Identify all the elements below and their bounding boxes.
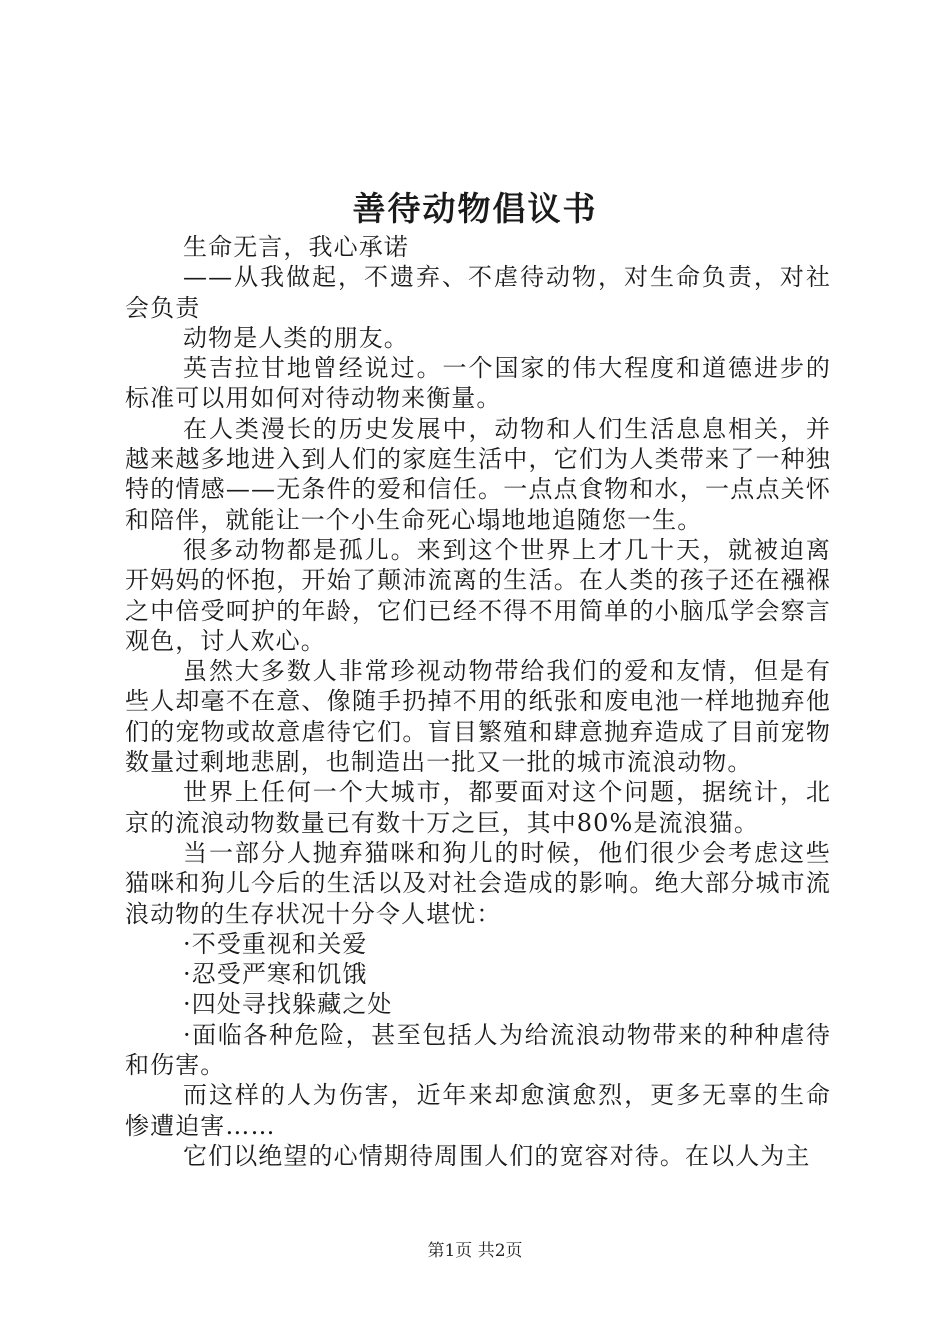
paragraph: 生命无言，我心承诺	[183, 233, 409, 261]
bullet-item: ·不受重视和关爱	[183, 929, 368, 958]
document-body	[125, 232, 831, 1171]
document-title: 善待动物倡议书	[352, 189, 598, 228]
paragraph: ——从我做起，不遗弃、不虐待动物，对生命负责，对社会负责	[125, 263, 831, 322]
bullet-item: ·忍受严寒和饥饿	[183, 960, 368, 989]
paragraph: 世界上任何一个大城市，都要面对这个问题，据统计，北京的流浪动物数量已有数十万之巨，其中80%是流浪猫。	[125, 778, 831, 837]
paragraph: 虽然大多数人非常珍视动物带给我们的爱和友情，但是有些人却毫不在意、像随手扔掉不用的纸张和废电池一样地抛弃他们的宠物或故意虐待它们。盲目繁殖和肆意抛弃造成了目前宠物数量过剩地悲剧，也制造出一批又一批的城市流浪动物。	[125, 657, 831, 777]
page-footer: 第1页 共2页	[427, 1241, 523, 1261]
paragraph: 很多动物都是孤儿。来到这个世界上才几十天，就被迫离开妈妈的怀抱，开始了颠沛流离的生活。在人类的孩子还在襁褓之中倍受呵护的年龄，它们已经不得不用简单的小脑瓜学会察言观色，讨人欢心。	[125, 535, 831, 655]
paragraph: 它们以绝望的心情期待周围人们的宽容对待。在以人为主	[183, 1141, 811, 1170]
bullet-item: ·面临各种危险，甚至包括人为给流浪动物带来的种种虐待和伤害。	[125, 1020, 831, 1080]
paragraph: 在人类漫长的历史发展中，动物和人们生活息息相关，并越来越多地进入到人们的家庭生活中，它们为人类带来了一种独特的情感——无条件的爱和信任。一点点食物和水，一点点关怀和陪伴，就能让一个小生命死心塌地地追随您一生。	[125, 414, 831, 534]
paragraph: 英吉拉甘地曾经说过。一个国家的伟大程度和道德进步的标准可以用如何对待动物来衡量。	[125, 354, 831, 413]
paragraph: 当一部分人抛弃猫咪和狗儿的时候，他们很少会考虑这些猫咪和狗儿今后的生活以及对社会造成的影响。绝大部分城市流浪动物的生存状况十分令人堪忧：	[125, 838, 831, 928]
paragraph: 而这样的人为伤害，近年来却愈演愈烈，更多无辜的生命惨遭迫害……	[125, 1081, 831, 1140]
paragraph: 动物是人类的朋友。	[183, 323, 409, 352]
bullet-item: ·四处寻找躲藏之处	[183, 990, 393, 1019]
